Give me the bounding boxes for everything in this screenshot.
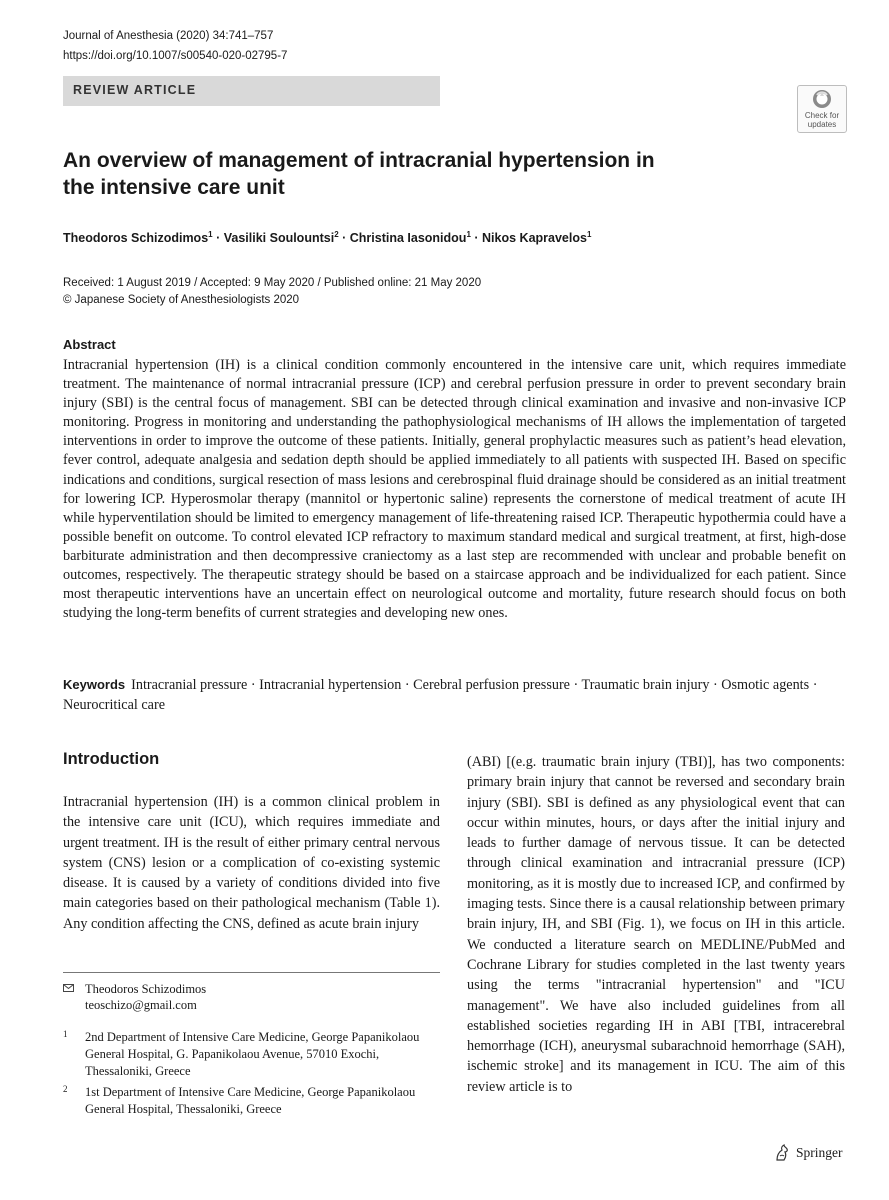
affiliation-text: 2nd Department of Intensive Care Medicine, George Papanikolaou General Hospital, G. Papanikolaou Avenue, 57010 Exochi, Thessaloniki, Greece	[85, 1030, 420, 1078]
publication-dates: Received: 1 August 2019 / Accepted: 9 May 2020 / Published online: 21 May 2020	[63, 277, 482, 289]
springer-horse-icon	[774, 1144, 790, 1162]
abstract-heading: Abstract	[63, 337, 116, 352]
article-type-banner	[63, 76, 440, 106]
affiliation-number: 2	[63, 1084, 68, 1094]
publisher-logo	[774, 1143, 843, 1163]
affiliation-number: 1	[63, 1029, 68, 1039]
affiliation-text: 1st Department of Intensive Care Medicine, George Papanikolaou General Hospital, Thessaloniki, Greece	[85, 1085, 416, 1116]
author-separator: ·	[216, 231, 224, 246]
author-separator: ·	[474, 231, 483, 246]
doi-link[interactable]: https://doi.org/10.1007/s00540-020-02795-7	[63, 50, 288, 62]
introduction-left-column: Intracranial hypertension (IH) is a common clinical problem in the intensive care unit (ICU), which requires immediate and urgent treatment. IH is the result of either primary central nervous system (CNS) lesion or a complication of co-existing systemic disease. It is caused by a variety of conditions divided into five main categories based on their pathological mechanism (Table 1). Any condition affecting the CNS, defined as acute brain injury	[63, 794, 440, 932]
author-name[interactable]: Theodoros Schizodimos	[63, 231, 209, 246]
check-for-updates-icon	[798, 86, 846, 112]
abstract-body: Intracranial hypertension (IH) is a clinical condition commonly encountered in the intensive care unit, which requires immediate treatment. The maintenance of normal intracranial pressure (ICP) and cerebral perfusion pressure in order to prevent secondary brain injury (SBI) is the central focus of management. SBI can be detected through clinical examination and invasive and non-invasive ICP monitoring. Progress in monitoring and understanding the pathophysiological mechanisms of IH allows the implementation of targeted interventions in order to improve the outcome of these patients. Initially, general prophylactic measures such as patient’s head elevation, fever control, adequate analgesia and sedation depth should be applied immediately to all patients with suspected IH. Based on specific indications and conditions, surgical resection of mass lesions and cerebrospinal fluid drainage should be considered as an initial treatment for lowering ICP. Hyperosmolar therapy (mannitol or hypertonic saline) represents the cornerstone of medical treatment of acute IH while hyperventilation should be limited to emergency management of life-threatening raised ICP. Therapeutic hypothermia could have a possible benefit on outcome. To control elevated ICP refractory to maximum standard medical and surgical treatment, at first, high-dose barbiturate administration and then decompressive craniectomy as a last step are recommended with unclear and probable benefit on outcomes, respectively. The therapeutic strategy should be based on a staircase approach and be individualized for each patient. Since most therapeutic interventions have an uncertain effect on neurological outcome and mortality, future research should focus on both studying the long-term benefits of current strategies and developing new ones.	[63, 357, 846, 622]
author-affiliation-marker: 2	[334, 230, 339, 239]
author-affiliation-marker: 1	[586, 230, 592, 239]
envelope-icon	[63, 984, 74, 992]
corresponding-author-name: Theodoros Schizodimos	[85, 982, 207, 996]
article-title: An overview of management of intracranial hypertension in the intensive care unit	[63, 149, 655, 199]
author-affiliation-marker: 1	[466, 230, 471, 239]
author-name[interactable]: Christina Iasonidou	[349, 231, 467, 246]
introduction-right-column: (ABI) [(e.g. traumatic brain injury (TBI)], has two components: primary brain injury that cannot be reversed and secondary brain injury (SBI). SBI is defined as any physiological event that can occur within minutes, hours, or days after the initial injury and leads to further damage of nervous tissue. It can be detected through clinical examination and intracranial pressure (ICP) monitoring, as it is mostly due to increased ICP, and confirmed by imaging tests. Since there is a causal relationship between primary brain injury, IH, and SBI (Fig. 1), we focus on IH in this article. We conducted a literature search on MEDLINE/PubMed and Cochrane Library for studies completed in the last twenty years using the terms "intracranial hypertension" and "ICU management". We have also included guidelines from all established societies regarding IH in ABI [TBI, intracerebral hemorrhage (ICH), aneurysmal subarachnoid hemorrhage (SAH), ischemic stroke] and its management in ICU. The aim of this review article is to	[467, 754, 845, 1095]
check-for-updates-label: Check for updates	[804, 111, 840, 129]
publisher-name: Springer	[796, 1145, 843, 1160]
introduction-heading: Introduction	[63, 750, 160, 768]
author-list	[63, 230, 591, 245]
keywords-label: Keywords	[63, 677, 126, 692]
article-type-label: REVIEW ARTICLE	[73, 83, 197, 97]
keywords-section	[63, 675, 846, 715]
check-for-updates-badge[interactable]	[797, 85, 847, 133]
author-name[interactable]: Nikos Kapravelos	[482, 231, 587, 246]
footnote-divider	[63, 972, 440, 973]
author-name[interactable]: Vasiliki Soulountsi	[223, 231, 335, 246]
keywords-list: Intracranial pressure · Intracranial hypertension · Cerebral perfusion pressure · Traumatic brain injury · Osmotic agents · Neurocritical care	[63, 677, 818, 713]
corresponding-author-email[interactable]: teoschizo@gmail.com	[85, 998, 197, 1012]
author-affiliation-marker: 1	[208, 230, 213, 239]
copyright-notice: © Japanese Society of Anesthesiologists 2020	[63, 294, 300, 306]
author-separator: ·	[342, 231, 350, 246]
journal-citation: Journal of Anesthesia (2020) 34:741–757	[63, 30, 274, 42]
